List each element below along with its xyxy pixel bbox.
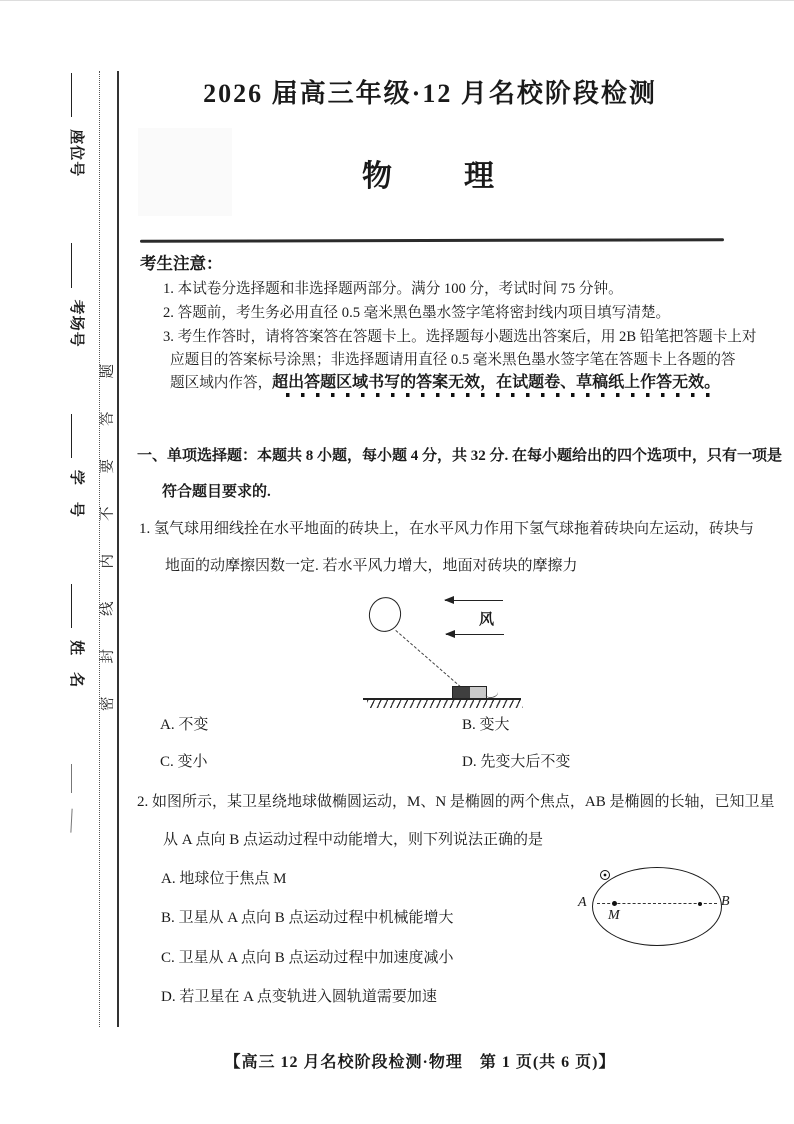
q1-option-d: D. 先变大后不变	[462, 754, 571, 770]
section-1-header-line2: 符合题目要求的.	[162, 484, 271, 500]
exam-room-label: 考场号	[68, 299, 85, 348]
string-line	[395, 630, 464, 690]
notice-item-1: 1. 本试卷分选择题和非选择题两部分。满分 100 分，考试时间 75 分钟。	[163, 281, 623, 297]
q2-option-a: A. 地球位于焦点 M	[161, 871, 287, 887]
notice-item-3-line2: 应题目的答案标号涂黑；非选择题请用直径 0.5 毫米黑色墨水签字笔在答题卡上各题的答	[170, 352, 736, 368]
ground-hatching	[367, 700, 523, 708]
notice-item-3-line3	[170, 369, 720, 392]
section-1-header-line1: 一、单项选择题：本题共 8 小题，每小题 4 分，共 32 分. 在每小题给出的四个选项中，只有一项是	[137, 448, 783, 464]
q1-option-c: C. 变小	[160, 754, 208, 770]
notice-item-2: 2. 答题前，考生务必用直径 0.5 毫米黑色墨水签字笔将密封线内项目填写清楚。	[163, 305, 671, 321]
question-1-line2: 地面的动摩擦因数一定. 若水平风力增大，地面对砖块的摩擦力	[165, 558, 578, 574]
balloon-shape	[365, 594, 405, 636]
seal-fields-column	[67, 73, 89, 833]
question-2-line2: 从 A 点向 B 点运动过程中动能增大，则下列说法正确的是	[163, 832, 544, 848]
q1-option-b: B. 变大	[462, 717, 510, 733]
point-b-label: B	[721, 894, 730, 909]
seat-number-blank	[71, 73, 85, 117]
seal-warning-text: 密封线内不要答题	[100, 331, 116, 711]
focus-m-label: M	[608, 908, 620, 923]
subject-title: 物 理	[362, 160, 498, 193]
wind-label: 风	[479, 612, 495, 628]
student-id-blank	[71, 414, 85, 458]
q2-option-c: C. 卫星从 A 点向 B 点运动过程中加速度减小	[161, 950, 454, 966]
exam-room-blank	[71, 243, 85, 287]
exam-title: 2026 届高三年级·12 月名校阶段检测	[203, 79, 657, 108]
notice-item-3-line3-bold: 超出答题区域书写的答案无效，在试题卷、草稿纸上作答无效。	[272, 374, 721, 391]
notice-item-3-line3-normal: 题区域内作答，	[170, 375, 273, 391]
notice-heading: 考生注意：	[140, 254, 223, 273]
footer-page-info: 【高三 12 月名校阶段检测·物理 第 1 页(共 6 页)】	[224, 1054, 616, 1071]
seat-number-label: 座位号	[68, 129, 85, 178]
point-a-label: A	[578, 895, 587, 910]
question-2-line1: 2. 如图所示，某卫星绕地球做椭圆运动，M、N 是椭圆的两个焦点，AB 是椭圆的长轴，已知卫星	[137, 794, 775, 810]
question-1-line1: 1. 氢气球用细线拴在水平地面的砖块上，在水平风力作用下氢气球拖着砖块向左运动，砖块与	[139, 521, 755, 537]
q2-option-b: B. 卫星从 A 点向 B 点运动过程中机械能增大	[161, 910, 454, 926]
name-label: 姓 名	[68, 640, 85, 689]
focus-n-dot	[698, 902, 702, 906]
wind-arrow-bottom	[446, 634, 504, 635]
seal-solid-line	[117, 71, 119, 1027]
q1-option-a: A. 不变	[160, 717, 209, 733]
student-id-label: 学 号	[68, 469, 85, 518]
faint-handwriting-mark	[71, 764, 85, 793]
name-blank	[71, 584, 85, 628]
focus-m-dot	[612, 901, 617, 906]
q2-option-d: D. 若卫星在 A 点变轨进入圆轨道需要加速	[161, 989, 437, 1005]
emphasis-dots	[286, 393, 714, 397]
orbit-ellipse	[592, 867, 722, 946]
wind-arrow-top	[445, 600, 503, 601]
header-rule	[140, 238, 724, 243]
faint-handwriting-mark	[71, 809, 86, 834]
notice-item-3-line1: 3. 考生作答时，请将答案答在答题卡上。选择题每小题选出答案后，用 2B 铅笔把答题卡上对	[163, 329, 757, 345]
satellite-marker	[600, 870, 610, 880]
